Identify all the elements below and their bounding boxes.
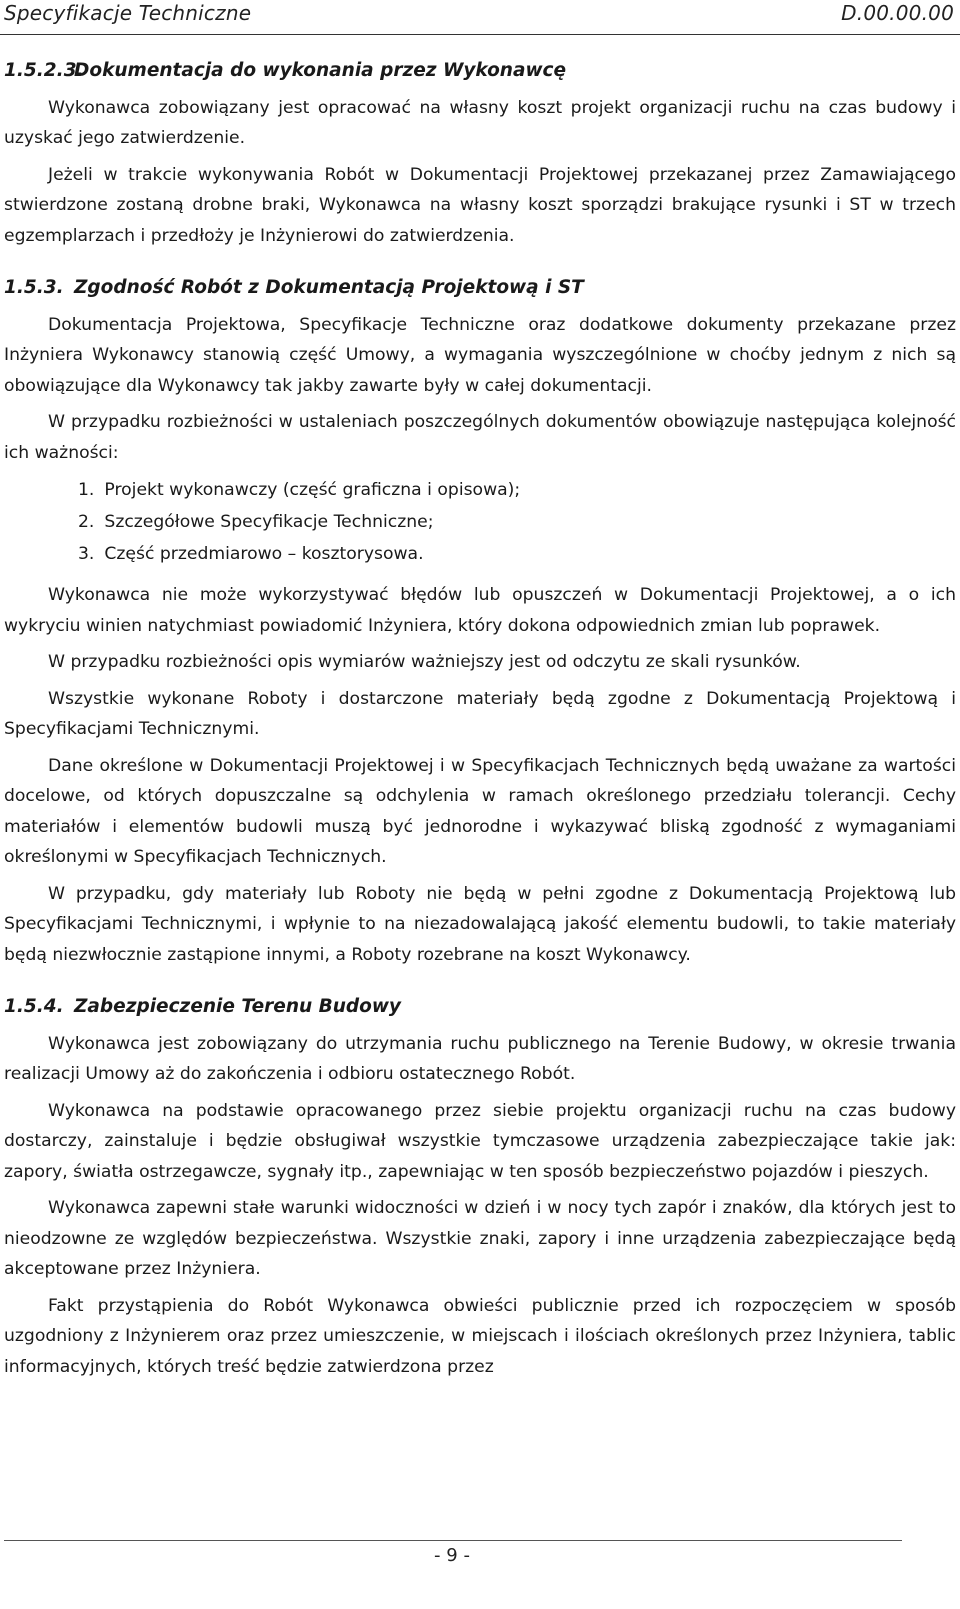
section-title: Dokumentacja do wykonania przez Wykonawcę bbox=[74, 60, 567, 81]
section-number: 1.5.2.3. bbox=[4, 60, 84, 81]
section-heading bbox=[4, 273, 956, 304]
page-number: - 9 - bbox=[434, 1545, 470, 1566]
paragraph: Wszystkie wykonane Roboty i dostarczone materiały będą zgodne z Dokumentacją Projektową i Specyfikacjami Technicznymi. bbox=[4, 688, 956, 739]
paragraph: W przypadku, gdy materiały lub Roboty nie będą w pełni zgodne z Dokumentacją Projektową lub Specyfikacjami Technicznymi, i wpłynie to na niezadowalającą jakość elementu budowli, to takie materiały będą niezwłocznie zastąpione innymi, a Roboty rozebrane na koszt Wykonawcy. bbox=[4, 883, 956, 965]
list-item: 1. Projekt wykonawczy (część graficzna i opisowa); bbox=[78, 480, 521, 500]
paragraph: Dane określone w Dokumentacji Projektowej i w Specyfikacjach Technicznych będą uważane za wartości docelowe, od których dopuszczalne są odchylenia w ramach określonego przedziału tolerancji. Cechy materiałów i elementów budowli muszą być jednorodne i wykazywać bliską zgodność z wymaganiami określonymi w Specyfikacjach Technicznych. bbox=[4, 755, 956, 867]
section-title: Zabezpieczenie Terenu Budowy bbox=[74, 996, 401, 1017]
paragraph: Wykonawca zobowiązany jest opracować na własny koszt projekt organizacji ruchu na czas budowy i uzyskać jego zatwierdzenie. bbox=[4, 97, 956, 148]
document-title: Specyfikacje Techniczne bbox=[4, 1, 252, 25]
section-number: 1.5.4. bbox=[4, 996, 64, 1017]
paragraph: Wykonawca jest zobowiązany do utrzymania ruchu publicznego na Terenie Budowy, w okresie trwania realizacji Umowy aż do zakończenia i odbioru ostatecznego Robót. bbox=[4, 1033, 956, 1084]
list-item: 3. Część przedmiarowo – kosztorysowa. bbox=[78, 544, 424, 564]
section-heading bbox=[4, 992, 956, 1023]
paragraph: Jeżeli w trakcie wykonywania Robót w Dokumentacji Projektowej przekazanej przez Zamawiającego stwierdzone zostaną drobne braki, Wykonawca na własny koszt sporządzi brakujące rysunki i ST w trzech egzemplarzach i przedłoży je Inżynierowi do zatwierdzenia. bbox=[4, 164, 956, 246]
paragraph: W przypadku rozbieżności opis wymiarów ważniejszy jest od odczytu ze skali rysunków. bbox=[48, 652, 801, 672]
paragraph: Fakt przystąpienia do Robót Wykonawca obwieści publicznie przed ich rozpoczęciem w sposób uzgodniony z Inżynierem oraz przez umieszczenie, w miejscach i ilościach określonych przez Inżyniera, tablic informacyjnych, których treść będzie zatwierdzona przez bbox=[4, 1295, 956, 1377]
paragraph: Wykonawca na podstawie opracowanego przez siebie projektu organizacji ruchu na czas budowy dostarczy, zainstaluje i będzie obsługiwał wszystkie tymczasowe urządzenia zabezpieczające takie jak: zapory, światła ostrzegawcze, sygnały itp., zapewniając w ten sposób bezpieczeństwo pojazdów i pieszych. bbox=[4, 1100, 956, 1182]
section-heading bbox=[4, 56, 956, 87]
document-body bbox=[4, 56, 956, 1388]
section-number: 1.5.3. bbox=[4, 277, 64, 298]
list-item: 2. Szczegółowe Specyfikacje Techniczne; bbox=[78, 512, 434, 532]
page-header bbox=[0, 0, 960, 35]
paragraph: Dokumentacja Projektowa, Specyfikacje Techniczne oraz dodatkowe dokumenty przekazane przez Inżyniera Wykonawcy stanowią część Umowy, a wymagania wyszczególnione w choćby jednym z nich są obowiązujące dla Wykonawcy tak jakby zawarte były w całej dokumentacji. bbox=[4, 314, 956, 396]
paragraph: W przypadku rozbieżności w ustaleniach poszczególnych dokumentów obowiązuje następująca kolejność ich ważności: bbox=[4, 412, 956, 463]
document-code: D.00.00.00 bbox=[841, 1, 954, 25]
paragraph: Wykonawca zapewni stałe warunki widoczności w dzień i w nocy tych zapór i znaków, dla których jest to nieodzowne ze względów bezpieczeństwa. Wszystkie znaki, zapory i inne urządzenia zabezpieczające będą akceptowane przez Inżyniera. bbox=[4, 1198, 956, 1279]
section-title: Zgodność Robót z Dokumentacją Projektową i ST bbox=[74, 277, 584, 298]
footer-rule bbox=[4, 1540, 902, 1541]
paragraph: Wykonawca nie może wykorzystywać błędów lub opuszczeń w Dokumentacji Projektowej, a o ich wykryciu winien natychmiast powiadomić Inżyniera, który dokona odpowiednich zmian lub poprawek. bbox=[4, 585, 956, 636]
priority-list bbox=[4, 474, 956, 570]
